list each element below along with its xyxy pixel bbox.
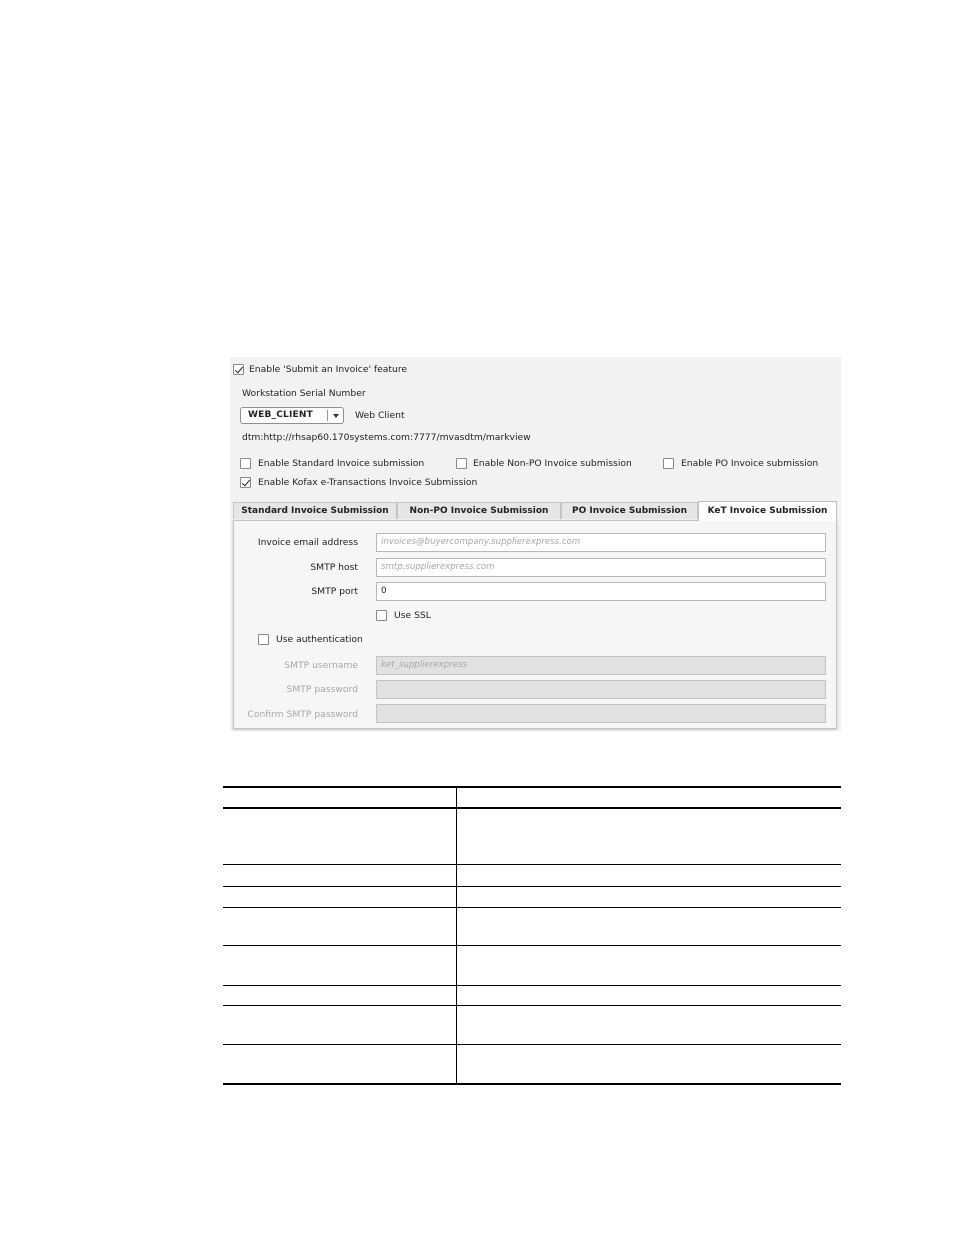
invoice-email-label: Invoice email address [257,537,358,548]
use-ssl-label: Use SSL [394,610,431,621]
enable-kofax-checkbox[interactable] [240,477,251,488]
invoice-settings-panel [230,357,841,731]
confirm-smtp-password-label: Confirm SMTP password [247,709,358,720]
smtp-host-input[interactable]: smtp.supplierexpress.com [376,558,826,577]
smtp-username-label: SMTP username [284,660,358,671]
use-authentication-checkbox[interactable] [258,634,269,645]
tab-standard-invoice[interactable]: Standard Invoice Submission [233,502,397,519]
enable-kofax-label: Enable Kofax e-Transactions Invoice Submission [258,477,478,488]
workstation-serial-select[interactable] [240,407,344,424]
use-ssl-checkbox[interactable] [376,610,387,621]
table-row [223,1044,841,1045]
invoice-email-input[interactable]: invoices@buyercompany.supplierexpress.com [376,533,826,552]
enable-non-po-invoice-label: Enable Non-PO Invoice submission [473,458,632,469]
dtm-url: dtm:http://rhsap60.170systems.com:7777/mvasdtm/markview [242,432,531,443]
workstation-serial-value: WEB_CLIENT [248,410,313,420]
smtp-host-label: SMTP host [310,562,358,573]
table-row [223,985,841,986]
enable-po-invoice-label: Enable PO Invoice submission [681,458,819,469]
field-description-table [223,786,841,1086]
smtp-port-input[interactable]: 0 [376,582,826,601]
chevron-down-icon[interactable] [333,414,339,418]
submission-tabs [233,501,837,520]
enable-standard-invoice-checkbox[interactable] [240,458,251,469]
table-row [223,945,841,946]
table-row [223,1005,841,1006]
smtp-username-input[interactable]: ket_supplierexpress [376,656,826,675]
enable-non-po-invoice-checkbox[interactable] [456,458,467,469]
table-column-divider [456,786,457,1085]
workstation-description: Web Client [355,410,405,421]
table-header-rule [223,807,841,809]
tab-non-po-invoice[interactable]: Non-PO Invoice Submission [397,502,561,519]
confirm-smtp-password-input[interactable] [376,704,826,723]
tab-po-invoice[interactable]: PO Invoice Submission [561,502,698,519]
table-top-rule [223,786,841,788]
table-bottom-rule [223,1083,841,1085]
smtp-port-label: SMTP port [311,586,358,597]
enable-standard-invoice-label: Enable Standard Invoice submission [258,458,425,469]
table-row [223,907,841,908]
enable-submit-invoice-label: Enable 'Submit an Invoice' feature [249,364,408,375]
workstation-serial-label: Workstation Serial Number [242,388,366,399]
smtp-password-input[interactable] [376,680,826,699]
tab-ket-invoice[interactable]: KeT Invoice Submission [698,501,837,521]
table-row [223,886,841,887]
enable-po-invoice-checkbox[interactable] [663,458,674,469]
smtp-password-label: SMTP password [286,684,358,695]
enable-submit-invoice-checkbox[interactable] [233,364,244,375]
dropdown-separator [327,410,328,421]
use-authentication-label: Use authentication [276,634,363,645]
ket-tab-content [233,520,837,729]
table-row [223,864,841,865]
